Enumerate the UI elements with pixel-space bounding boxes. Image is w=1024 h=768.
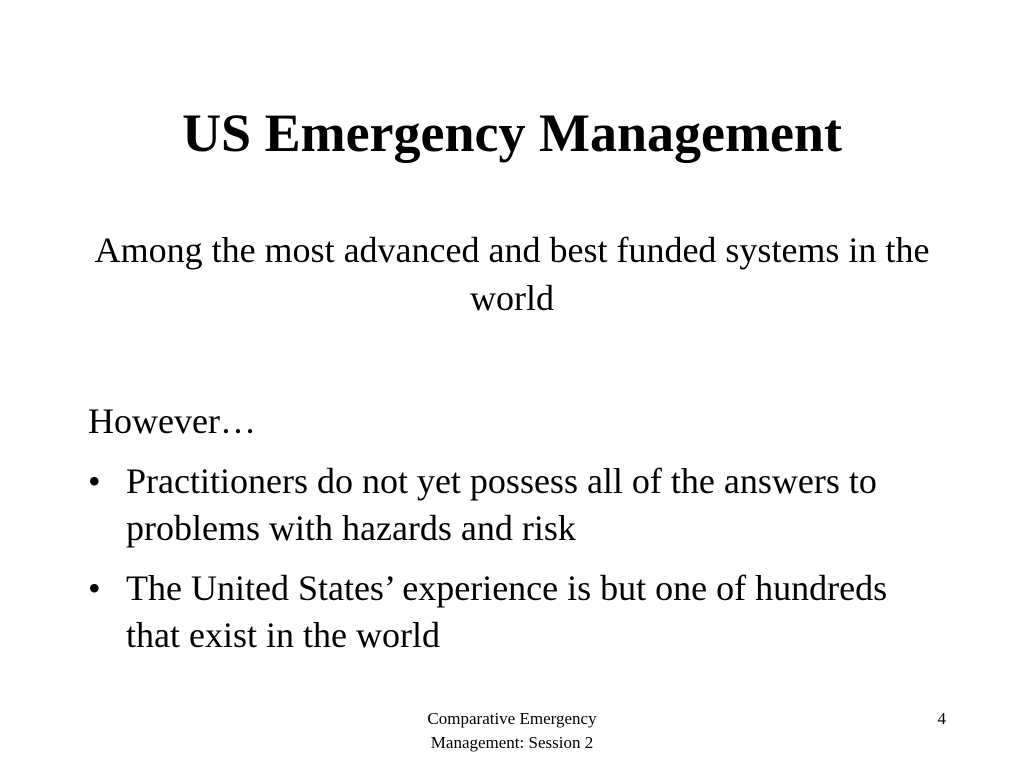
slide-title: US Emergency Management: [182, 103, 842, 163]
bullet-item: [88, 458, 948, 552]
bullet-text: The United States’ experience is but one of hundreds that exist in the world: [126, 568, 888, 655]
bullet-icon: •: [88, 461, 101, 501]
slide-subtitle: Among the most advanced and best funded systems in the world: [94, 230, 930, 318]
however-heading: However…: [88, 401, 256, 441]
bullet-item: [88, 565, 948, 659]
footer-line-1: Comparative Emergency: [427, 709, 597, 728]
footer-caption: [384, 707, 640, 755]
bullet-text: Practitioners do not yet possess all of the answers to problems with hazards and risk: [126, 461, 877, 548]
footer-line-2: Management: Session 2: [430, 733, 594, 752]
bullet-icon: •: [88, 568, 101, 608]
bullet-list: [88, 458, 948, 672]
page-number: 4: [937, 709, 946, 728]
